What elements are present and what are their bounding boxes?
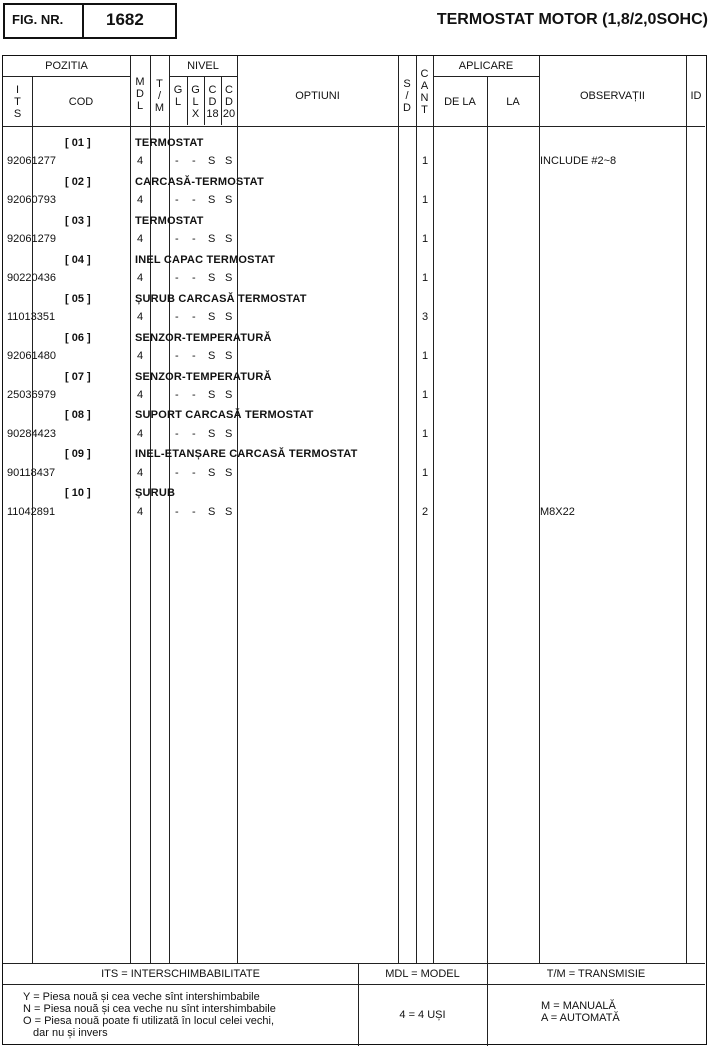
header-gl: G L [173,84,183,108]
item-cd18: S [208,506,216,518]
item-cd18: S [208,467,216,479]
item-cant: 1 [422,233,429,245]
item-gl: - [175,311,179,323]
item-cd18: S [208,389,216,401]
item-mdl: 4 [137,155,144,167]
legend-title-line [3,984,705,985]
header-its: I T S [13,84,22,120]
item-code: 92061279 [7,233,56,245]
item-gl: - [175,389,179,401]
item-code: 92061480 [7,350,56,362]
item-code: 11013351 [7,311,56,323]
item-cant: 1 [422,389,429,401]
item-observatii: M8X22 [540,506,575,518]
figure-number: 1682 [106,10,144,29]
table-bottom-line [3,963,705,964]
header-nivel: NIVEL [187,60,219,72]
header-glx: G L X [191,84,200,120]
header-optiuni: OPTIUNI [295,90,340,102]
item-name: SENZOR-TEMPERATURĂ [135,371,272,383]
item-glx: - [192,467,196,479]
legend-its-y: Y = Piesa nouă și cea veche sînt intershimbabile [23,991,260,1003]
item-mdl: 4 [137,506,144,518]
header-id: ID [690,90,702,102]
legend-tm-automatic: A = AUTOMATĂ [541,1012,620,1024]
item-cant: 1 [422,194,429,206]
item-position: [ 01 ] [65,137,91,149]
col-line-optiuni [398,56,399,963]
col-line-its [32,76,33,963]
header-aplicare: APLICARE [458,60,514,72]
col-line-sd [416,56,417,963]
item-position: [ 04 ] [65,254,91,266]
item-mdl: 4 [137,389,144,401]
item-cant: 2 [422,506,429,518]
legend-mdl-value: 4 = 4 UȘI [399,1009,446,1021]
item-position: [ 03 ] [65,215,91,227]
header-cant: C A N T [420,68,429,116]
item-gl: - [175,467,179,479]
item-cd20: S [225,272,233,284]
item-glx: - [192,194,196,206]
header-la: LA [506,96,520,108]
item-mdl: 4 [137,467,144,479]
item-name: TERMOSTAT [135,215,204,227]
item-mdl: 4 [137,428,144,440]
item-cant: 3 [422,311,429,323]
item-cd20: S [225,350,233,362]
header-cod: COD [68,96,94,108]
item-cd18: S [208,194,216,206]
header-bottom-line [3,126,705,127]
item-gl: - [175,272,179,284]
col-line-dela [487,76,488,963]
item-glx: - [192,272,196,284]
parts-table [2,55,707,1045]
header-observatii: OBSERVAȚII [579,90,645,102]
item-cd20: S [225,311,233,323]
page-title: TERMOSTAT MOTOR (1,8/2,0SOHC) [436,11,708,28]
item-cd20: S [225,428,233,440]
item-code: 92061277 [7,155,56,167]
header-sd: S / D [403,78,411,114]
header-mdl: M D L [135,76,145,112]
col-line-nivel [237,56,238,963]
aplicare-underline [433,76,539,77]
legend-tm-title: T/M = TRANSMISIE [546,968,646,980]
item-mdl: 4 [137,311,144,323]
legend-mdl-title: MDL = MODEL [385,968,460,980]
item-cant: 1 [422,467,429,479]
item-mdl: 4 [137,350,144,362]
item-glx: - [192,428,196,440]
item-mdl: 4 [137,194,144,206]
item-code: 11042891 [7,506,56,518]
legend-its-o-cont: dar nu și invers [33,1027,108,1039]
item-name: TERMOSTAT [135,137,204,149]
col-line-cant [433,56,434,963]
col-line-mdl [150,56,151,963]
item-cd18: S [208,350,216,362]
item-cd20: S [225,389,233,401]
col-line-obs [686,56,687,963]
item-cd20: S [225,467,233,479]
item-position: [ 10 ] [65,487,91,499]
item-cd20: S [225,194,233,206]
legend-tm-manual: M = MANUALĂ [541,1000,616,1012]
item-position: [ 02 ] [65,176,91,188]
item-name: CARCASĂ-TERMOSTAT [135,176,264,188]
item-code: 90220436 [7,272,56,284]
item-cd20: S [225,506,233,518]
legend-its-title: ITS = INTERSCHIMBABILITATE [101,968,260,980]
item-mdl: 4 [137,233,144,245]
nivel-underline [169,76,237,77]
item-position: [ 07 ] [65,371,91,383]
item-code: 90118437 [7,467,56,479]
legend-its-n: N = Piesa nouă și cea veche nu sînt intershimbabile [23,1003,276,1015]
item-glx: - [192,233,196,245]
header-cd20: C D 20 [222,84,236,120]
item-position: [ 08 ] [65,409,91,421]
item-mdl: 4 [137,272,144,284]
item-cd20: S [225,155,233,167]
item-cd18: S [208,311,216,323]
col-line-tm [169,56,170,963]
item-cant: 1 [422,350,429,362]
col-line-cod [130,56,131,963]
item-glx: - [192,350,196,362]
item-position: [ 05 ] [65,293,91,305]
item-cant: 1 [422,272,429,284]
header-pozitia: POZITIA [45,60,88,72]
header-tm: T / M [154,78,165,114]
figure-box-divider [82,3,84,39]
item-position: [ 06 ] [65,332,91,344]
item-code: 92060793 [7,194,56,206]
item-glx: - [192,389,196,401]
item-gl: - [175,350,179,362]
header-cd18: C D 18 [206,84,219,120]
item-name: INEL-ETANȘARE CARCASĂ TERMOSTAT [135,448,358,460]
item-cd20: S [225,233,233,245]
item-cd18: S [208,272,216,284]
item-position: [ 09 ] [65,448,91,460]
item-cd18: S [208,233,216,245]
item-gl: - [175,506,179,518]
item-glx: - [192,155,196,167]
item-cant: 1 [422,428,429,440]
item-name: ȘURUB CARCASĂ TERMOSTAT [135,293,307,305]
item-name: SENZOR-TEMPERATURĂ [135,332,272,344]
header-dela: DE LA [444,96,476,108]
item-name: SUPORT CARCASĂ TERMOSTAT [135,409,314,421]
item-gl: - [175,233,179,245]
item-name: ȘURUB [135,487,176,499]
item-glx: - [192,311,196,323]
item-cd18: S [208,428,216,440]
item-gl: - [175,194,179,206]
item-glx: - [192,506,196,518]
item-cd18: S [208,155,216,167]
item-gl: - [175,428,179,440]
legend-its-o: O = Piesa nouă poate fi utilizată în locul celei vechi, [23,1015,275,1027]
item-code: 90284423 [7,428,56,440]
item-gl: - [175,155,179,167]
item-cant: 1 [422,155,429,167]
figure-label: FIG. NR. [12,12,64,27]
item-name: INEL CAPAC TERMOSTAT [135,254,276,266]
item-code: 25036979 [7,389,56,401]
pozitia-underline [3,76,130,77]
item-observatii: INCLUDE #2~8 [540,155,617,167]
